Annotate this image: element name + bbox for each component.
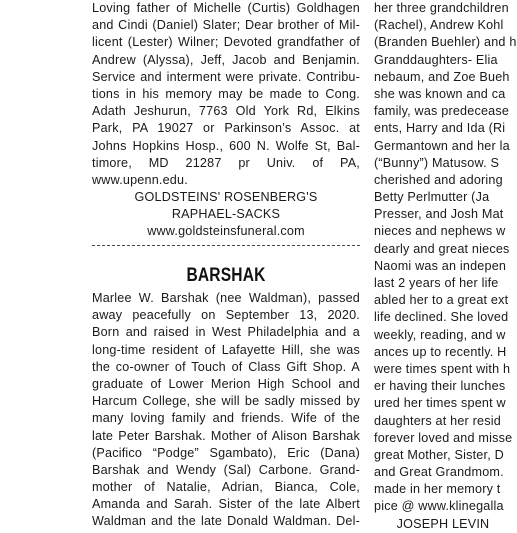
obituary-text-line: Born and raised in West Philadelphia and a xyxy=(92,325,360,340)
obituary-text-line: many loving family and friends. Wife of the xyxy=(92,411,360,426)
obituary-text-line: Service and interment were private. Contribu- xyxy=(92,69,360,84)
obituary-text-line: Presser, and Josh Mat xyxy=(374,207,504,222)
obituary-text-line: Waldman and the late Donald Waldman. Del- xyxy=(92,514,360,529)
obituary-text-line: forever loved and misse xyxy=(374,430,513,445)
obituary-text-line: long-time resident of Lafayette Hill, she was xyxy=(92,342,360,357)
obituary-text-line: cherished and adoring xyxy=(374,172,503,187)
obituary-text-line: www.upenn.edu. xyxy=(92,172,188,187)
obituary-text-line: her three grandchildren xyxy=(374,1,509,15)
obituary-text-line: were times spent with h xyxy=(374,361,511,376)
obituary-text-line: Harcum College, she will be sadly missed by xyxy=(92,394,360,409)
obituary-text-line: ured her times spent w xyxy=(374,396,506,411)
obituary-text-line: Andrew (Alyssa), Jeff, Jacob and Benjamin. xyxy=(92,52,360,67)
obituary-text-line: licent (Lester) Wilner; Devoted grandfather of xyxy=(92,35,360,50)
obituary-heading: BARSHAK xyxy=(186,265,266,286)
obituary-text-line: dearly and great nieces xyxy=(374,241,510,256)
obituary-text-line: life declined. She loved xyxy=(374,310,509,325)
obituary-text-line: (“Bunny”) Matusow. S xyxy=(374,155,500,170)
obituary-text-line: and Cindi (Daniel) Slater; Dear brother of Mil- xyxy=(92,18,360,33)
section-divider xyxy=(92,245,360,246)
obituary-text-line: Park, PA 19027 or Parkinson’s Assoc. at xyxy=(92,121,360,136)
obituary-text-line: last 2 years of her life xyxy=(374,276,499,290)
obituary-text-line: pice @ www.klinegalla xyxy=(374,499,504,514)
obituary-text-line: ents, Harry and Ida (Ri xyxy=(374,121,506,136)
obituary-text-line: er having their lunches xyxy=(374,379,506,394)
obituary-text-line: tions in his memory may be made to Cong. xyxy=(92,86,360,101)
obituary-text-line: abled her to a great ext xyxy=(374,293,509,308)
obituary-text-line: Amanda and Sarah. Sister of the late Albert xyxy=(92,497,360,512)
obituary-text-line: Adath Jeshurun, 7763 Old York Rd, Elkins xyxy=(92,104,360,119)
obituary-text-line: Betty Perlmutter (Ja xyxy=(374,190,490,205)
obituary-text-line: the co-owner of Touch of Class Gift Shop. A xyxy=(92,359,360,374)
obituary-text-line: Loving father of Michelle (Curtis) Goldhagen xyxy=(92,1,360,15)
obituary-text-line: away peacefully on September 13, 2020. xyxy=(92,308,360,323)
obituary-text-line: Granddaughters- Elia xyxy=(374,52,498,67)
obituary-text-line: made in her memory t xyxy=(374,482,501,497)
obituary-text-line: nieces and nephews w xyxy=(374,224,506,239)
obituary-text-line: Marlee W. Barshak (nee Waldman), passed xyxy=(92,291,360,305)
right-obituary xyxy=(374,0,517,533)
obituary-text-line: nebaum, and Zoe Bueh xyxy=(374,69,510,84)
obituary-text-line: timore, MD 21287 pr Univ. of PA, xyxy=(92,155,360,170)
obituary-text-line: she was known and ca xyxy=(374,86,506,101)
obituary-text-line: great Mother, Sister, D xyxy=(374,447,504,462)
obituary-text-line: weekly, reading, and w xyxy=(374,327,506,342)
obituary-text-line: Naomi was an indepen xyxy=(374,258,507,273)
obituary-text-line: and Great Grandmom. xyxy=(374,465,504,480)
barshak-obituary xyxy=(92,290,360,531)
funeral-home-name: RAPHAEL-SACKS xyxy=(171,207,281,222)
obituary-text-line: (Branden Buehler) and h xyxy=(374,35,517,50)
funeral-home-name: JOSEPH LEVIN xyxy=(396,516,490,531)
obituary-text-line: (Rachel), Andrew Kohl xyxy=(374,18,504,33)
obituary-text-line: family, was predecease xyxy=(374,104,510,119)
obituary-text-line: graduate of Lower Merion High School and xyxy=(92,376,360,391)
funeral-home-name: GOLDSTEINS' ROSENBERG'S xyxy=(134,190,318,205)
funeral-home-url: www.goldsteinsfuneral.com xyxy=(147,224,305,239)
obituary-text-line: late Peter Barshak. Mother of Alison Barshak xyxy=(92,428,360,443)
obituary-text-line: Germantown and her la xyxy=(374,138,510,153)
obituary-text-line: Johns Hopkins Hosp., 600 N. Wolfe St, Bal- xyxy=(92,138,360,153)
obituary-text-line: Barshak and Wendy (Sal) Carbone. Grand- xyxy=(92,462,360,477)
top-obituary xyxy=(92,0,360,241)
obituary-text-line: ances up to recently. H xyxy=(374,344,507,359)
obituary-text-line: mother of Natalie, Adrian, Bianca, Cole, xyxy=(92,480,360,495)
obituary-text-line: (Pacifico “Podge” Sgambato), Eric (Dana) xyxy=(92,445,360,460)
obituary-text-line: daughters at her resid xyxy=(374,413,501,428)
